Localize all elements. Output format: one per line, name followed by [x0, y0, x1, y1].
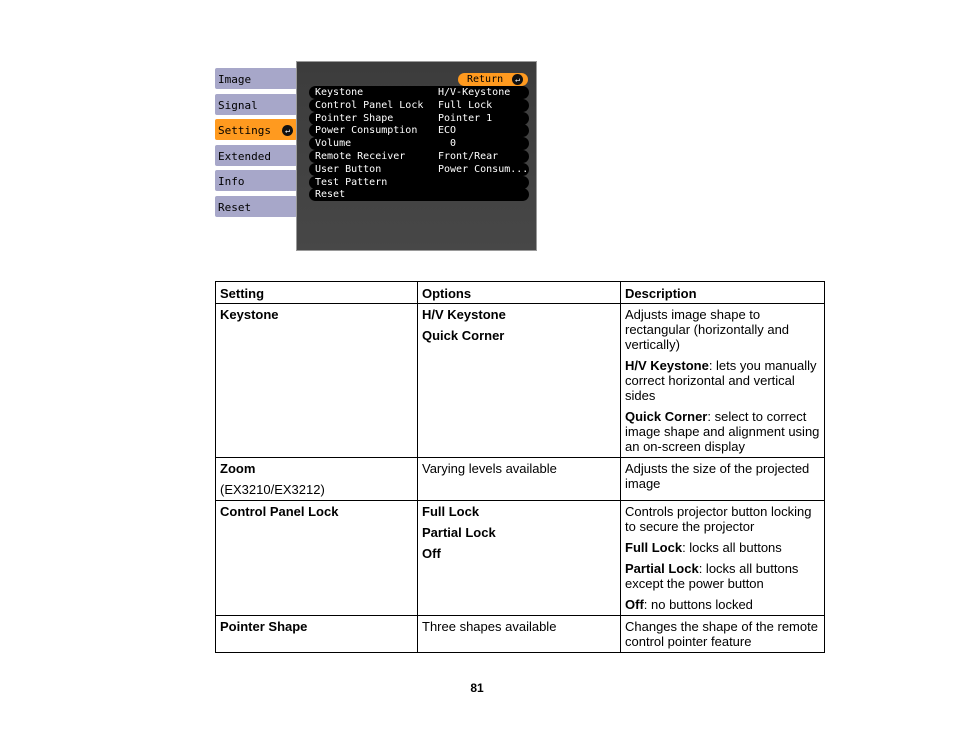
menu-item-user-button[interactable]	[309, 163, 529, 176]
cell-options	[418, 616, 621, 653]
description-paragraph	[625, 358, 820, 403]
menu-item-control-panel-lock[interactable]	[309, 99, 529, 112]
menu-tab-settings[interactable]	[214, 118, 298, 141]
header-setting: Setting	[216, 282, 418, 304]
cell-description	[621, 616, 825, 653]
setting-name: Keystone	[220, 307, 279, 322]
menu-item-keystone[interactable]	[309, 86, 529, 99]
table-header-row	[216, 282, 825, 304]
menu-item-label: Reset	[315, 189, 346, 201]
description-paragraph	[625, 540, 820, 555]
description-paragraph	[625, 409, 820, 454]
cell-setting	[216, 304, 418, 458]
option-item: Partial Lock	[422, 525, 496, 540]
option-item: Varying levels available	[422, 461, 557, 476]
description-text: : locks all buttons except the power button	[625, 561, 799, 591]
description-paragraph	[625, 561, 820, 591]
header-description: Description	[621, 282, 825, 304]
cell-description	[621, 501, 825, 616]
menu-item-label: Remote Receiver	[315, 151, 406, 162]
option-item: Off	[422, 546, 441, 561]
menu-item-power-consumption[interactable]	[309, 124, 529, 137]
description-text: Controls projector button locking to secure the projector	[625, 504, 812, 534]
menu-item-label: Power Consumption	[315, 125, 418, 137]
menu-item-pointer-shape[interactable]	[309, 112, 529, 125]
return-button[interactable]	[458, 73, 528, 86]
cell-setting	[216, 501, 418, 616]
menu-item-label: User Button	[315, 163, 382, 175]
menu-tab-label: Reset	[218, 201, 252, 214]
menu-tab-label: Info	[218, 175, 245, 189]
menu-item-reset[interactable]	[309, 188, 529, 201]
menu-tab-extended[interactable]	[214, 144, 298, 167]
option-item: Full Lock	[422, 504, 480, 519]
description-term: Quick Corner	[625, 409, 708, 424]
table-row	[216, 304, 825, 458]
menu-item-value: ECO	[438, 125, 457, 137]
cell-setting	[216, 458, 418, 501]
menu-tab-label: Extended	[218, 149, 271, 163]
cell-description	[621, 304, 825, 458]
description-term: H/V Keystone	[625, 358, 709, 373]
description-text: Adjusts image shape to rectangular (horizontally and vertically)	[625, 307, 790, 352]
menu-item-label: Pointer Shape	[315, 112, 394, 124]
page-number: 81	[470, 681, 484, 695]
cell-description	[621, 458, 825, 501]
description-paragraph	[625, 619, 820, 649]
return-label: Return	[467, 74, 504, 85]
menu-item-label: Control Panel Lock	[315, 99, 424, 111]
menu-tab-label: Settings	[218, 124, 271, 138]
enter-icon: ↵	[282, 125, 293, 136]
menu-item-test-pattern[interactable]	[309, 176, 529, 189]
option-item: Three shapes available	[422, 619, 557, 634]
menu-tab-signal[interactable]	[214, 93, 298, 116]
cell-setting	[216, 616, 418, 653]
menu-item-value: Pointer 1	[438, 112, 493, 124]
description-text: Adjusts the size of the projected image	[625, 461, 810, 491]
description-paragraph	[625, 597, 820, 612]
settings-menu-panel	[296, 61, 537, 251]
menu-item-label: Test Pattern	[315, 176, 388, 188]
menu-item-label: Volume	[315, 138, 352, 150]
menu-item-volume[interactable]	[309, 137, 529, 150]
header-options: Options	[418, 282, 621, 304]
menu-item-remote-receiver[interactable]	[309, 150, 529, 163]
menu-item-label: Keystone	[315, 87, 364, 98]
cell-options	[418, 304, 621, 458]
description-text: : select to correct image shape and alignment using an on-screen display	[625, 409, 820, 454]
settings-table	[215, 281, 825, 653]
description-paragraph	[625, 461, 820, 491]
description-term: Partial Lock	[625, 561, 699, 576]
menu-item-value: Front/Rear	[438, 151, 499, 162]
projector-menu-screenshot	[214, 61, 537, 251]
enter-icon: ↵	[512, 74, 523, 85]
description-text: Changes the shape of the remote control pointer feature	[625, 619, 818, 649]
cell-options	[418, 458, 621, 501]
menu-item-value: Full Lock	[438, 99, 493, 111]
description-paragraph	[625, 504, 820, 534]
menu-tab-info[interactable]	[214, 169, 298, 192]
menu-item-value: 0	[438, 138, 457, 150]
description-paragraph	[625, 307, 820, 352]
option-item: H/V Keystone	[422, 307, 506, 322]
table-row	[216, 501, 825, 616]
menu-tab-label: Signal	[218, 98, 258, 112]
description-term: Off	[625, 597, 644, 612]
option-item: Quick Corner	[422, 328, 505, 343]
description-text: : lets you manually correct horizontal and vertical sides	[625, 358, 817, 403]
cell-options	[418, 501, 621, 616]
table-row	[216, 616, 825, 653]
setting-note: (EX3210/EX3212)	[220, 482, 325, 497]
description-term: Full Lock	[625, 540, 683, 555]
setting-name: Zoom	[220, 461, 256, 476]
description-text: : no buttons locked	[643, 597, 753, 612]
menu-tab-label: Image	[218, 73, 252, 86]
menu-tab-reset[interactable]	[214, 195, 298, 218]
setting-name: Control Panel Lock	[220, 504, 339, 519]
description-text: : locks all buttons	[682, 540, 782, 555]
table-row	[216, 458, 825, 501]
menu-item-value: Power Consum...	[438, 163, 529, 175]
menu-item-value: H/V-Keystone	[438, 87, 511, 98]
menu-tab-image[interactable]	[214, 67, 298, 90]
setting-name: Pointer Shape	[220, 619, 308, 634]
